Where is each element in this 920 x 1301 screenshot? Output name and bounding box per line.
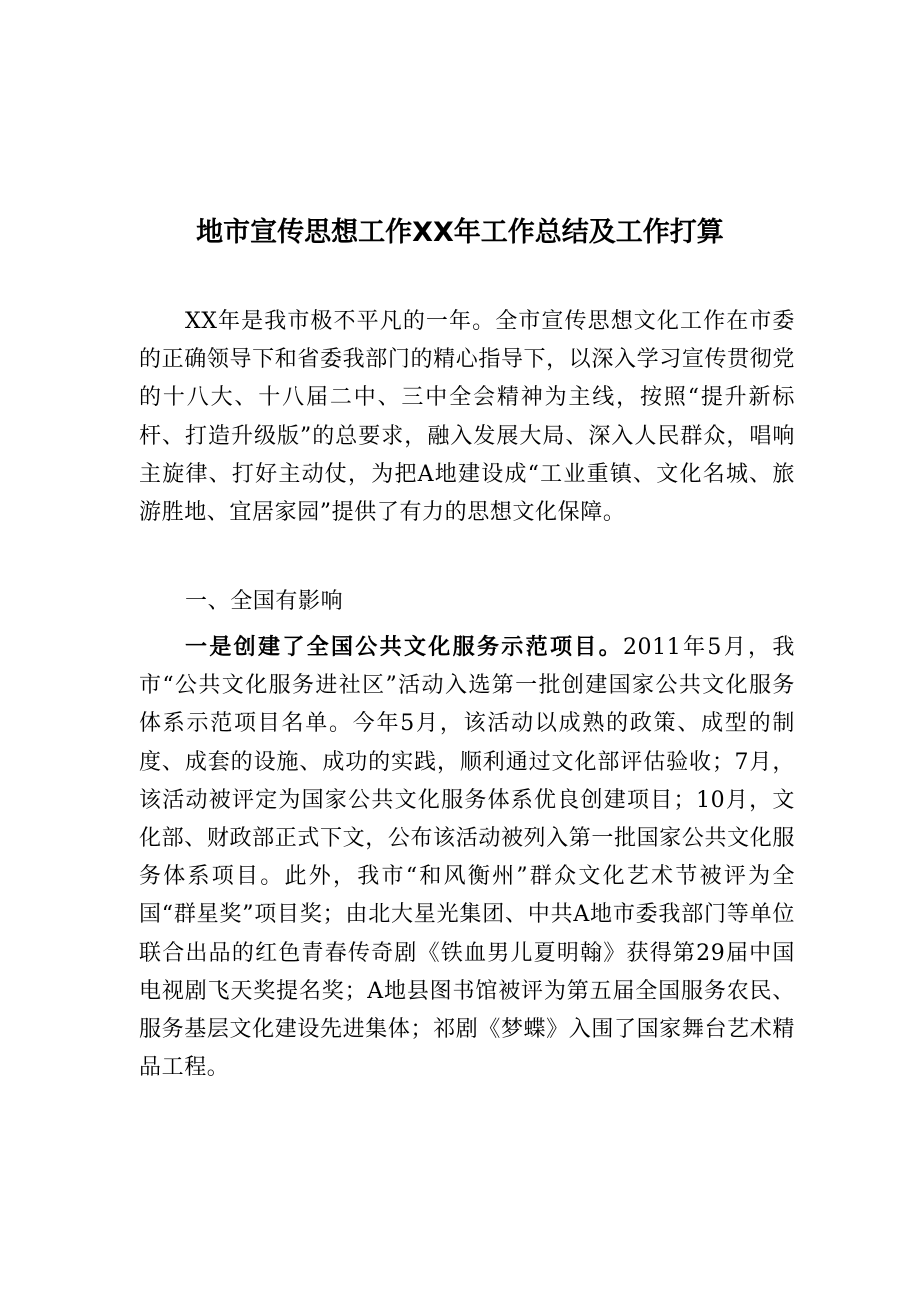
document-title: 地市宣传思想工作XX年工作总结及工作打算 — [196, 217, 724, 248]
item-paragraph — [139, 628, 795, 1087]
section-heading: 一、全国有影响 — [185, 589, 344, 614]
item-lead-sentence: 一是创建了全国公共文化服务示范项目。 — [185, 634, 623, 660]
intro-paragraph: XX年是我市极不平凡的一年。全市宣传思想文化工作在市委的正确领导下和省委我部门的精心指导下，以深入学习宣传贯彻党的十八大、十八届二中、三中全会精神为主线，按照“提升新标杆、打造升级版”的总要求，融入发展大局、深入人民群众，唱响主旋律、打好主动仗，为把A地建设成“工业重镇、文化名城、旅游胜地、宜居家园”提供了有力的思想文化保障。 — [139, 309, 795, 526]
item-body-text: 2011年5月，我市“公共文化服务进社区”活动入选第一批创建国家公共文化服务体系示范项目名单。今年5月，该活动以成熟的政策、成型的制度、成套的设施、成功的实践，顺利通过文化部评估验收；7月，该活动被评定为国家公共文化服务体系优良创建项目；10月，文化部、财政部正式下文，公布该活动被列入第一批国家公共文化服务体系项目。此外，我市“和风衡州”群众文化艺术节被评为全国“群星奖”项目奖；由北大星光集团、中共A地市委我部门等单位联合出品的红色青春传奇剧《铁血男儿夏明翰》获得第29届中国电视剧飞天奖提名奖；A地县图书馆被评为第五届全国服务农民、服务基层文化建设先进集体；祁剧《梦蝶》入围了国家舞台艺术精品工程。 — [139, 635, 795, 1081]
